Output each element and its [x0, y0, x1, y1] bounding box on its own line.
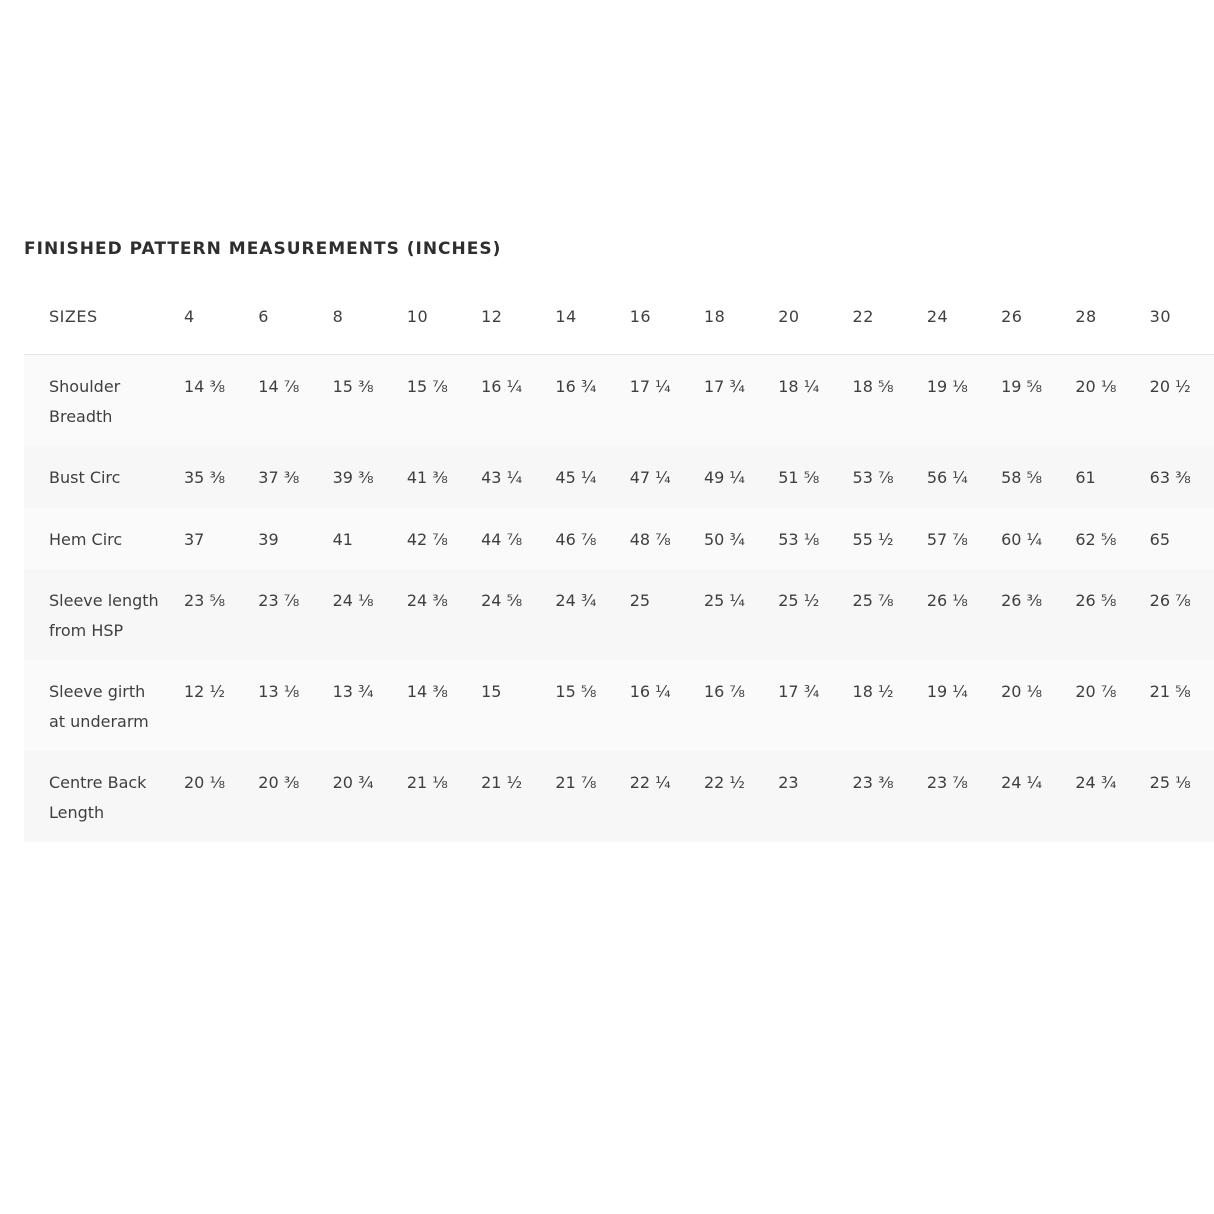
- measurement-cell: 14 ⅜: [184, 377, 225, 396]
- measurement-cell: 55 ½: [852, 529, 894, 549]
- measurement-cell: 18 ¼: [778, 377, 820, 396]
- table-body: [24, 355, 1214, 843]
- measurement-cell: 26 ⅛: [926, 591, 968, 610]
- measurement-cell: 18 ⅝: [852, 377, 894, 396]
- measurement-cell: 20 ½: [1149, 377, 1191, 396]
- measurement-cell: 20 ⅛: [1001, 682, 1043, 701]
- measurement-cell: 35 ⅜: [184, 468, 225, 487]
- size-header: 14: [555, 278, 629, 355]
- measurement-cell: 15 ⅞: [406, 377, 448, 396]
- size-header: 28: [1075, 278, 1149, 355]
- measurement-cell: 21 ⅛: [406, 773, 448, 792]
- measurement-cell: 19 ⅝: [1001, 377, 1043, 396]
- measurement-cell: 13 ¾: [332, 682, 374, 701]
- measurement-cell: 53 ⅞: [852, 468, 894, 487]
- measurement-cell: 48 ⅞: [629, 529, 671, 549]
- measurement-cell: 19 ⅛: [926, 377, 968, 396]
- measurement-cell: 45 ¼: [555, 468, 597, 487]
- size-header: 22: [853, 278, 927, 355]
- measurement-cell: 23 ⅝: [184, 591, 225, 610]
- measurement-cell: 19 ¼: [926, 682, 968, 701]
- measurement-cell: 39: [258, 529, 279, 549]
- measurement-cell: 24 ¾: [555, 591, 597, 610]
- measurement-cell: 12 ½: [184, 682, 225, 701]
- measurement-cell: 43 ¼: [481, 468, 523, 487]
- size-header: 20: [778, 278, 852, 355]
- measurement-cell: 50 ¾: [703, 529, 745, 549]
- measurement-cell: 26 ⅝: [1075, 591, 1117, 610]
- measurement-cell: 17 ¼: [629, 377, 671, 396]
- measurement-cell: 58 ⅝: [1001, 468, 1043, 487]
- measurement-cell: 23 ⅜: [852, 773, 894, 792]
- size-header: 4: [184, 278, 258, 355]
- measurements-section: [24, 236, 1208, 822]
- measurement-cell: 21 ½: [481, 773, 523, 792]
- sizes-header: SIZES: [24, 278, 184, 355]
- measurement-cell: 26 ⅞: [1149, 591, 1191, 610]
- measurement-cell: 21 ⅞: [555, 773, 597, 792]
- table-row: [24, 660, 1214, 751]
- size-header: 8: [333, 278, 407, 355]
- measurement-cell: 46 ⅞: [555, 529, 597, 549]
- measurement-cell: 47 ¼: [629, 468, 671, 487]
- size-header: 16: [630, 278, 704, 355]
- size-header: 24: [927, 278, 1001, 355]
- measurement-cell: 63 ⅜: [1149, 468, 1191, 487]
- size-header: 6: [258, 278, 332, 355]
- measurement-cell: 57 ⅞: [926, 529, 968, 549]
- measurement-cell: 42 ⅞: [406, 529, 448, 549]
- measurement-cell: 65: [1149, 529, 1171, 549]
- measurement-cell: 23 ⅞: [258, 591, 300, 610]
- row-label: Shoulder Breadth: [49, 377, 121, 426]
- table-row: [24, 446, 1214, 508]
- measurement-cell: 23 ⅞: [926, 773, 968, 792]
- measurement-cell: 24 ¼: [1001, 773, 1043, 792]
- measurement-cell: 14 ⅜: [406, 682, 448, 701]
- measurement-cell: 22 ¼: [629, 773, 671, 792]
- row-label: Sleeve girth at underarm: [49, 682, 149, 731]
- row-label: Bust Circ: [49, 468, 121, 487]
- measurement-cell: 41 ⅜: [406, 468, 448, 487]
- measurement-cell: 49 ¼: [703, 468, 745, 487]
- measurement-cell: 62 ⅝: [1075, 529, 1117, 549]
- measurement-cell: 37: [184, 529, 205, 549]
- measurement-cell: 20 ⅛: [184, 773, 225, 792]
- measurement-cell: 17 ¾: [778, 682, 820, 701]
- measurement-cell: 26 ⅜: [1001, 591, 1043, 610]
- measurement-cell: 20 ⅞: [1075, 682, 1117, 701]
- size-header: 10: [407, 278, 481, 355]
- table-header-row: [24, 278, 1214, 355]
- measurement-cell: 16 ¾: [555, 377, 597, 396]
- measurement-cell: 15: [481, 682, 502, 701]
- measurement-cell: 61: [1075, 468, 1096, 487]
- measurement-cell: 20 ⅛: [1075, 377, 1117, 396]
- measurement-cell: 25 ⅛: [1149, 773, 1191, 792]
- measurement-cell: 24 ⅝: [481, 591, 523, 610]
- table-row: [24, 355, 1214, 447]
- measurement-cell: 24 ⅛: [332, 591, 374, 610]
- measurement-cell: 22 ½: [703, 773, 745, 792]
- table-row: [24, 751, 1214, 842]
- measurement-cell: 23: [778, 773, 799, 792]
- measurement-cell: 51 ⅝: [778, 468, 820, 487]
- measurement-cell: 18 ½: [852, 682, 894, 701]
- size-header: 12: [481, 278, 555, 355]
- measurement-cell: 53 ⅛: [778, 529, 820, 549]
- row-label: Centre Back Length: [49, 773, 147, 822]
- measurements-table: [24, 278, 1214, 842]
- measurement-cell: 56 ¼: [926, 468, 968, 487]
- measurement-cell: 41: [332, 529, 353, 549]
- measurement-cell: 39 ⅜: [332, 468, 374, 487]
- row-label: Hem Circ: [49, 529, 123, 549]
- table-row: [24, 569, 1214, 660]
- measurement-cell: 60 ¼: [1001, 529, 1043, 549]
- measurement-cell: 13 ⅛: [258, 682, 300, 701]
- measurement-cell: 16 ¼: [481, 377, 523, 396]
- size-header: 30: [1150, 278, 1214, 355]
- measurement-cell: 37 ⅜: [258, 468, 300, 487]
- size-header: 26: [1001, 278, 1075, 355]
- size-header: 18: [704, 278, 778, 355]
- page-title: FINISHED PATTERN MEASUREMENTS (INCHES): [24, 239, 502, 259]
- measurement-cell: 25: [629, 591, 651, 610]
- measurement-cell: 16 ¼: [629, 682, 671, 701]
- measurement-cell: 44 ⅞: [481, 529, 523, 549]
- measurement-cell: 20 ⅜: [258, 773, 300, 792]
- measurement-cell: 25 ⅞: [852, 591, 894, 610]
- measurement-cell: 25 ½: [778, 591, 820, 610]
- measurement-cell: 17 ¾: [703, 377, 745, 396]
- measurement-cell: 14 ⅞: [258, 377, 300, 396]
- measurement-cell: 24 ⅜: [406, 591, 448, 610]
- measurement-cell: 16 ⅞: [703, 682, 745, 701]
- measurement-cell: 15 ⅜: [332, 377, 374, 396]
- measurement-cell: 25 ¼: [703, 591, 745, 610]
- measurement-cell: 24 ¾: [1075, 773, 1117, 792]
- measurement-cell: 15 ⅝: [555, 682, 597, 701]
- measurement-cell: 21 ⅝: [1149, 682, 1191, 701]
- row-label: Sleeve length from HSP: [49, 591, 159, 640]
- measurement-cell: 20 ¾: [332, 773, 374, 792]
- table-row: [24, 508, 1214, 570]
